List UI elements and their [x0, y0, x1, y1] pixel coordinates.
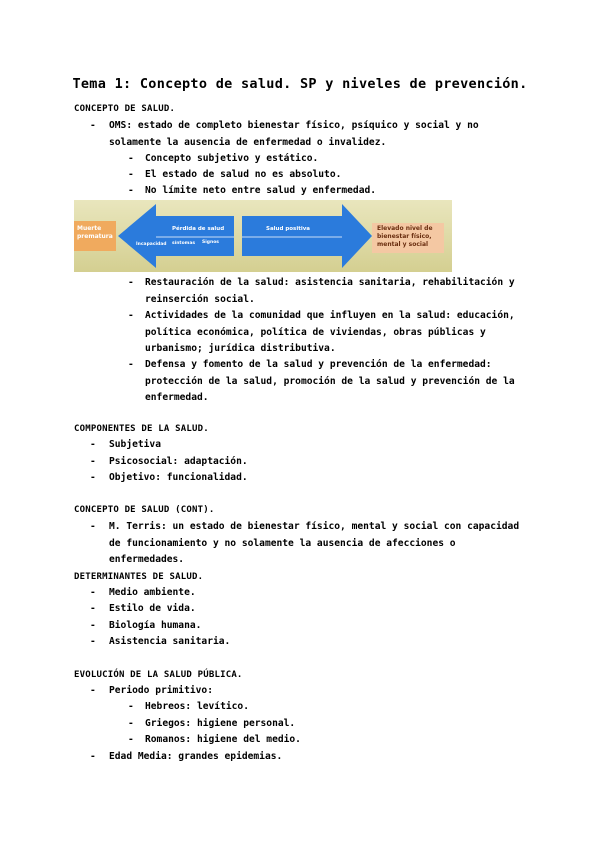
bullet-dash: - [90, 587, 96, 598]
list-item-text: Restauración de la salud: asistencia sanitaria, rehabilitación y reinserción social. [145, 277, 515, 305]
section-heading-determinantes: DETERMINANTES DE SALUD. [74, 572, 204, 582]
right-box-label: Elevado nivel de bienestar físico, mental y social [372, 223, 444, 253]
list-item [90, 601, 196, 618]
list-item-text: No límite neto entre salud y enfermedad. [145, 185, 377, 196]
list-item-text: Romanos: higiene del medio. [145, 734, 301, 745]
list-item [128, 699, 249, 716]
list-item [128, 732, 301, 749]
bullet-dash: - [90, 439, 96, 450]
list-item-text: Periodo primitivo: [109, 685, 213, 696]
left-arrow-label: Pérdida de salud [172, 226, 225, 232]
list-item-text: Edad Media: grandes epidemias. [109, 751, 283, 762]
bullet-dash: - [128, 359, 134, 370]
list-item [90, 118, 529, 151]
list-item [90, 470, 248, 487]
left-arrow-shape [118, 204, 234, 268]
list-item-text: Actividades de la comunidad que influyen en la salud: educación, política económica, política de viviendas, obras públicas y urbanismo; jurídica distributiva. [145, 310, 515, 354]
bullet-dash: - [90, 751, 96, 762]
list-item [90, 634, 230, 651]
list-item [90, 454, 248, 471]
list-item-text: Medio ambiente. [109, 587, 196, 598]
list-item [128, 357, 515, 407]
list-item [90, 618, 201, 635]
list-item-text: El estado de salud no es absoluto. [145, 169, 342, 180]
bullet-dash: - [128, 169, 134, 180]
bullet-dash: - [128, 185, 134, 196]
bullet-dash: - [90, 456, 96, 467]
list-item [90, 585, 196, 602]
bullet-dash: - [90, 685, 96, 696]
left-small-label: síntomas [172, 241, 196, 246]
list-item [128, 716, 295, 733]
list-item [128, 167, 341, 184]
list-item-text: Concepto subjetivo y estático. [145, 153, 319, 164]
list-item [128, 275, 515, 308]
page-title: Tema 1: Concepto de salud. SP y niveles de prevención. [72, 76, 528, 92]
list-item [128, 183, 376, 200]
bullet-dash: - [90, 120, 96, 131]
list-item [90, 519, 529, 569]
list-item-text: Asistencia sanitaria. [109, 636, 231, 647]
bullet-dash: - [128, 277, 134, 288]
section-heading-concepto-cont: CONCEPTO DE SALUD (CONT). [74, 505, 215, 515]
section-heading-evolucion: EVOLUCIÓN DE LA SALUD PÚBLICA. [74, 670, 243, 680]
list-item-text: OMS: estado de completo bienestar físico, psíquico y social y no solamente la ausencia de enfermedad o invalidez. [109, 120, 479, 148]
list-item [90, 437, 161, 454]
bullet-dash: - [90, 521, 96, 532]
health-continuum-diagram [74, 200, 452, 272]
bullet-dash: - [128, 310, 134, 321]
bullet-dash: - [128, 153, 134, 164]
list-item [90, 749, 282, 766]
list-item-text: Biología humana. [109, 620, 202, 631]
bullet-dash: - [90, 472, 96, 483]
bullet-dash: - [128, 718, 134, 729]
list-item-text: Objetivo: funcionalidad. [109, 472, 248, 483]
list-item-text: Estilo de vida. [109, 603, 196, 614]
bullet-dash: - [90, 636, 96, 647]
list-item [90, 683, 213, 700]
right-arrow-label: Salud positiva [266, 226, 311, 232]
section-heading-concepto: CONCEPTO DE SALUD. [74, 104, 176, 114]
left-small-label: Incapacidad [136, 242, 167, 247]
list-item-text: Griegos: higiene personal. [145, 718, 296, 729]
bullet-dash: - [90, 620, 96, 631]
left-box-label: Muerte prematura [74, 221, 116, 251]
list-item-text: Psicosocial: adaptación. [109, 456, 248, 467]
list-item [128, 151, 318, 168]
left-small-label: Signos [202, 240, 219, 245]
list-item-text: Defensa y fomento de la salud y prevención de la enfermedad: protección de la salud, promoción de la salud y prevención de la enfermedad. [145, 359, 515, 403]
list-item [128, 308, 515, 358]
section-heading-componentes: COMPONENTES DE LA SALUD. [74, 424, 209, 434]
right-arrow-shape [242, 204, 372, 268]
bullet-dash: - [90, 603, 96, 614]
bullet-dash: - [128, 701, 134, 712]
list-item-text: M. Terris: un estado de bienestar físico, mental y social con capacidad de funcionamiento y no solamente la ausencia de afecciones o enfermedades. [109, 521, 520, 565]
bullet-dash: - [128, 734, 134, 745]
list-item-text: Hebreos: levítico. [145, 701, 249, 712]
list-item-text: Subjetiva [109, 439, 161, 450]
